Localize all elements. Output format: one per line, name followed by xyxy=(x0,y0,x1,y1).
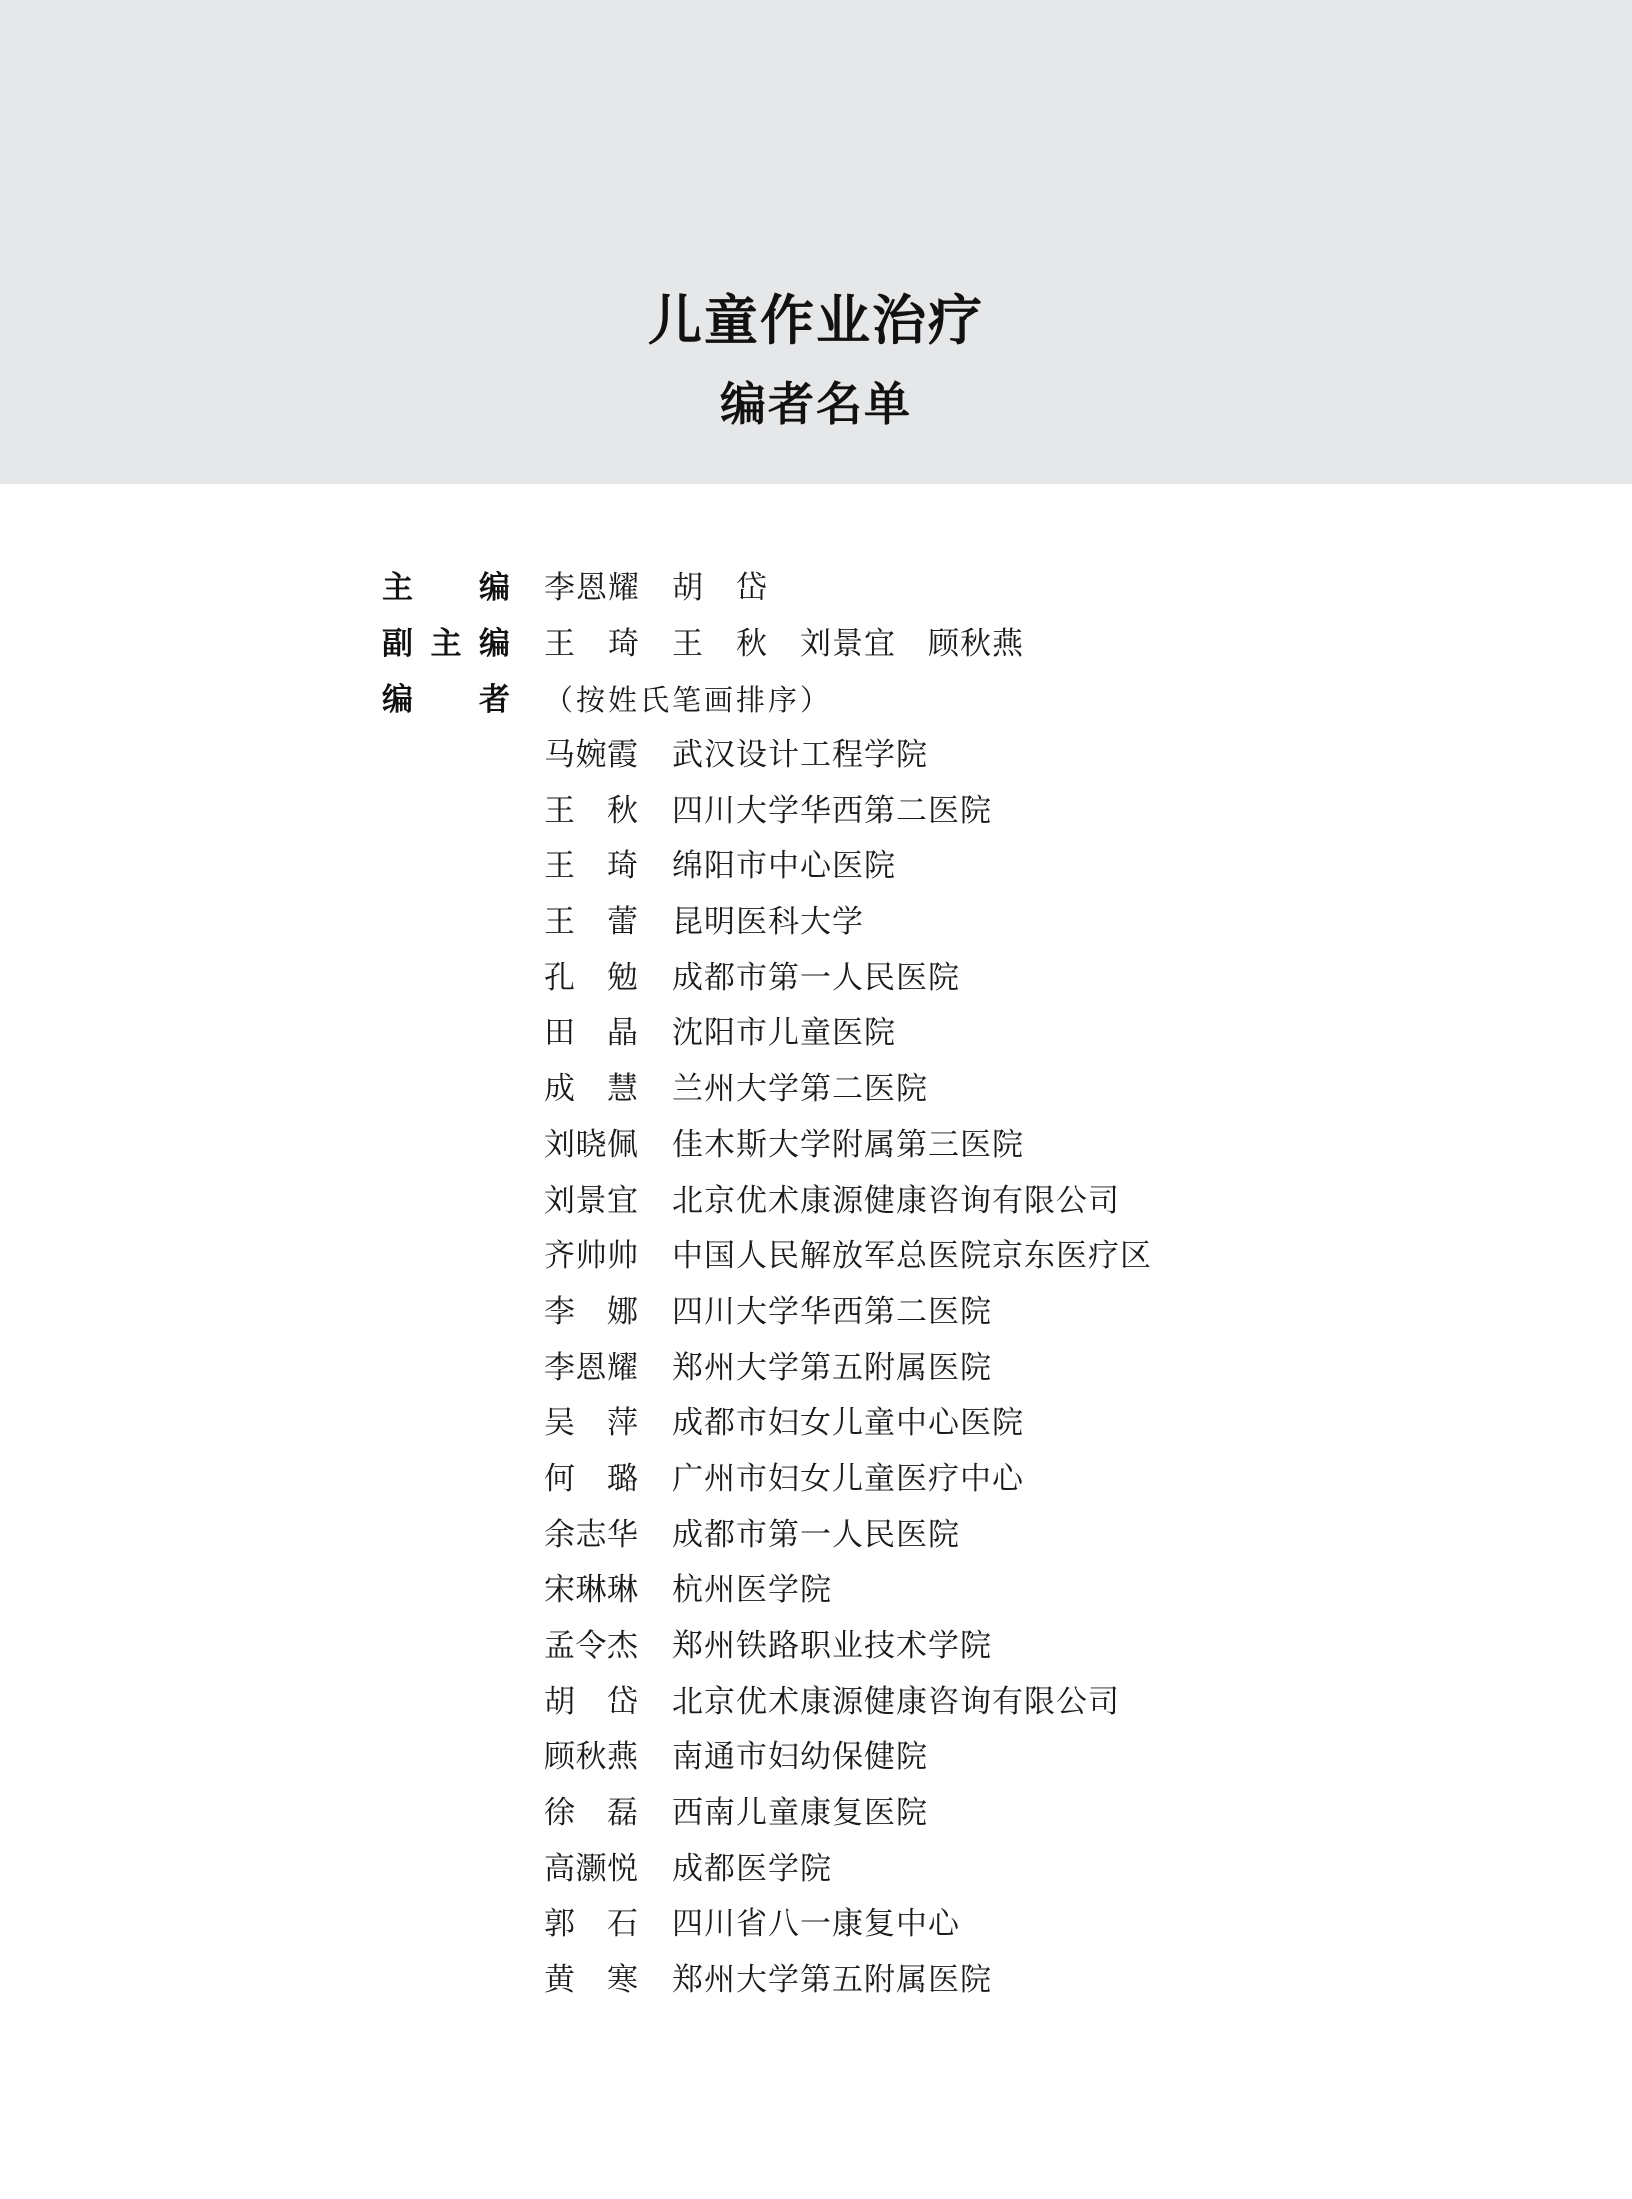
contributor-affiliation: 四川省八一康复中心 xyxy=(672,1906,960,1943)
contributor-name-char: 萍 xyxy=(607,1405,638,1442)
sort-note: （按姓氏笔画排序） xyxy=(544,683,833,717)
contributor-name xyxy=(544,1842,638,1898)
contributor-affiliation: 成都市第一人民医院 xyxy=(672,1516,960,1553)
contributor-row xyxy=(544,1730,1444,1786)
contributor-name-char: 余 xyxy=(544,1516,575,1553)
contributor-name-char: 令 xyxy=(575,1628,607,1664)
contributor-name xyxy=(544,951,638,1007)
contributor-name-char: 刘 xyxy=(544,1126,575,1163)
contributor-affiliation: 广州市妇女儿童医疗中心 xyxy=(672,1460,1024,1497)
role-label: 编 者 xyxy=(382,682,510,718)
contributor-affiliation: 兰州大学第二医院 xyxy=(672,1071,928,1108)
contributor-row xyxy=(544,1786,1444,1842)
contributor-name-char: 佩 xyxy=(607,1126,638,1163)
contributor-name-char: 琦 xyxy=(607,848,638,885)
contributor-row xyxy=(544,1675,1444,1731)
contributor-affiliation: 成都市妇女儿童中心医院 xyxy=(672,1405,1024,1442)
contributor-name-char: 田 xyxy=(544,1015,575,1052)
contributor-name-char: 顾 xyxy=(544,1739,575,1776)
contributor-name-char: 勉 xyxy=(607,959,638,996)
contributor-name xyxy=(544,1118,638,1174)
contributor-affiliation: 中国人民解放军总医院京东医疗区 xyxy=(672,1238,1152,1275)
contributor-row xyxy=(544,951,1444,1007)
contributor-name-char: 华 xyxy=(607,1516,638,1553)
contributor-name xyxy=(544,728,638,784)
contributor-row xyxy=(544,1174,1444,1230)
contributor-name-char: 孔 xyxy=(544,959,575,996)
contributor-name xyxy=(544,1563,638,1619)
contributor-row xyxy=(544,1508,1444,1564)
contributor-row xyxy=(544,1062,1444,1118)
contributor-name-char: 灏 xyxy=(575,1850,607,1887)
contributor-row xyxy=(544,1118,1444,1174)
contributor-affiliation: 郑州大学第五附属医院 xyxy=(672,1349,992,1386)
contributor-name-char: 黄 xyxy=(544,1962,575,1999)
contributor-name-char: 徐 xyxy=(544,1795,575,1832)
contributor-affiliation: 武汉设计工程学院 xyxy=(672,737,928,773)
contributor-affiliation: 昆明医科大学 xyxy=(672,904,864,941)
contributor-name xyxy=(544,1006,638,1062)
contributor-name-char: 岱 xyxy=(607,1683,638,1720)
contributor-name-char: 悦 xyxy=(607,1850,638,1887)
contributor-name-char: 琳 xyxy=(575,1572,607,1609)
contributor-affiliation: 南通市妇幼保健院 xyxy=(672,1739,928,1776)
contributor-affiliation: 北京优术康源健康咨询有限公司 xyxy=(672,1683,1120,1720)
contributor-name-char: 成 xyxy=(544,1071,575,1108)
contributor-row xyxy=(544,895,1444,951)
contributor-name xyxy=(544,1174,638,1230)
contributor-name xyxy=(544,839,638,895)
contributor-name-char: 李 xyxy=(544,1293,575,1330)
role-row-editors xyxy=(382,672,1382,728)
contributor-name-char: 帅 xyxy=(575,1238,607,1275)
contributor-row xyxy=(544,1341,1444,1397)
contributor-name-char: 孟 xyxy=(544,1628,575,1664)
contributor-name-char: 郭 xyxy=(544,1906,575,1943)
contributor-name-char: 何 xyxy=(544,1460,575,1497)
contributor-name-char: 齐 xyxy=(544,1238,575,1275)
contributor-affiliation: 佳木斯大学附属第三医院 xyxy=(672,1126,1024,1163)
contributor-name-char: 寒 xyxy=(607,1962,638,1999)
contributor-affiliation: 北京优术康源健康咨询有限公司 xyxy=(672,1182,1120,1219)
contributor-name xyxy=(544,1062,638,1118)
contributor-name-char: 王 xyxy=(544,792,575,829)
contributor-name-char: 帅 xyxy=(607,1238,638,1275)
contributor-name xyxy=(544,895,638,951)
role-label: 主 编 xyxy=(382,570,510,606)
contributor-name-char: 景 xyxy=(575,1182,607,1219)
contributor-name xyxy=(544,1452,638,1508)
contributor-row xyxy=(544,784,1444,840)
contributor-name-char: 恩 xyxy=(575,1349,607,1386)
contributor-name xyxy=(544,1675,638,1731)
contributor-name-char: 志 xyxy=(575,1516,607,1553)
contributor-row xyxy=(544,728,1444,784)
role-value: 李恩耀 胡 岱 xyxy=(544,570,768,606)
contributor-row xyxy=(544,1396,1444,1452)
contributor-affiliation: 沈阳市儿童医院 xyxy=(672,1015,896,1052)
contributor-name-char: 秋 xyxy=(575,1739,607,1776)
contributor-name-char: 宜 xyxy=(607,1182,638,1219)
contributor-name-char: 蕾 xyxy=(607,904,638,941)
role-value: 王 琦 王 秋 刘景宜 顾秋燕 xyxy=(544,626,1024,662)
contributor-name xyxy=(544,1285,638,1341)
contributor-row xyxy=(544,1285,1444,1341)
contributor-name-char: 琳 xyxy=(607,1572,638,1609)
contributor-affiliation: 四川大学华西第二医院 xyxy=(672,1293,992,1330)
contributor-name-char: 耀 xyxy=(607,1349,638,1386)
contributor-name-char: 燕 xyxy=(607,1739,638,1776)
contributor-name xyxy=(544,1508,638,1564)
contributor-name xyxy=(544,1786,638,1842)
contributor-affiliation: 西南儿童康复医院 xyxy=(672,1795,928,1832)
book-title: 儿童作业治疗 xyxy=(648,289,984,352)
contributor-name-char: 石 xyxy=(607,1906,638,1943)
contributor-row xyxy=(544,1842,1444,1898)
contributor-affiliation: 郑州铁路职业技术学院 xyxy=(672,1628,992,1664)
contributor-name-char: 璐 xyxy=(607,1460,638,1497)
contributor-name-char: 王 xyxy=(544,848,575,885)
contributor-affiliation: 郑州大学第五附属医院 xyxy=(672,1962,992,1999)
contributor-name xyxy=(544,1897,638,1953)
contributor-name-char: 杰 xyxy=(607,1628,638,1664)
contributor-name-char: 秋 xyxy=(607,792,638,829)
contributor-name-char: 宋 xyxy=(544,1572,575,1609)
contributor-name xyxy=(544,784,638,840)
contributor-row xyxy=(544,1897,1444,1953)
contributor-name-char: 胡 xyxy=(544,1683,575,1720)
contributor-row xyxy=(544,839,1444,895)
contributor-affiliation: 四川大学华西第二医院 xyxy=(672,792,992,829)
contributor-row xyxy=(544,1619,1444,1675)
contributor-list xyxy=(544,728,1444,2009)
contributor-name-char: 晶 xyxy=(607,1015,638,1052)
contributor-name-char: 王 xyxy=(544,904,575,941)
contributor-name-char: 吴 xyxy=(544,1405,575,1442)
contributor-affiliation: 绵阳市中心医院 xyxy=(672,848,896,885)
contributor-name xyxy=(544,1229,638,1285)
contributor-name-char: 霞 xyxy=(607,737,638,773)
contributor-row xyxy=(544,1563,1444,1619)
contributor-row xyxy=(544,1229,1444,1285)
contributor-name xyxy=(544,1953,638,2009)
contributor-name xyxy=(544,1396,638,1452)
contributor-row xyxy=(544,1006,1444,1062)
contributor-name-char: 刘 xyxy=(544,1182,575,1219)
role-row-chief-editor xyxy=(382,560,1382,616)
role-row-associate-editor xyxy=(382,616,1382,672)
contributor-name-char: 晓 xyxy=(575,1126,607,1163)
contributor-name-char: 马 xyxy=(544,737,575,773)
role-label: 副 主 编 xyxy=(382,626,510,662)
contributor-affiliation: 成都市第一人民医院 xyxy=(672,959,960,996)
contributor-name-char: 婉 xyxy=(575,737,607,773)
contributor-name xyxy=(544,1619,638,1675)
list-title: 编者名单 xyxy=(720,377,912,431)
contributor-name-char: 磊 xyxy=(607,1795,638,1832)
role-list xyxy=(382,560,1382,728)
contributor-row xyxy=(544,1953,1444,2009)
contributor-affiliation: 杭州医学院 xyxy=(672,1572,832,1609)
contributor-row xyxy=(544,1452,1444,1508)
contributor-name-char: 高 xyxy=(544,1850,575,1887)
contributor-affiliation: 成都医学院 xyxy=(672,1850,832,1887)
contributor-name-char: 慧 xyxy=(607,1071,638,1108)
contributor-name xyxy=(544,1730,638,1786)
contributor-name-char: 李 xyxy=(544,1349,575,1386)
contributor-name xyxy=(544,1341,638,1397)
contributor-name-char: 娜 xyxy=(607,1293,638,1330)
